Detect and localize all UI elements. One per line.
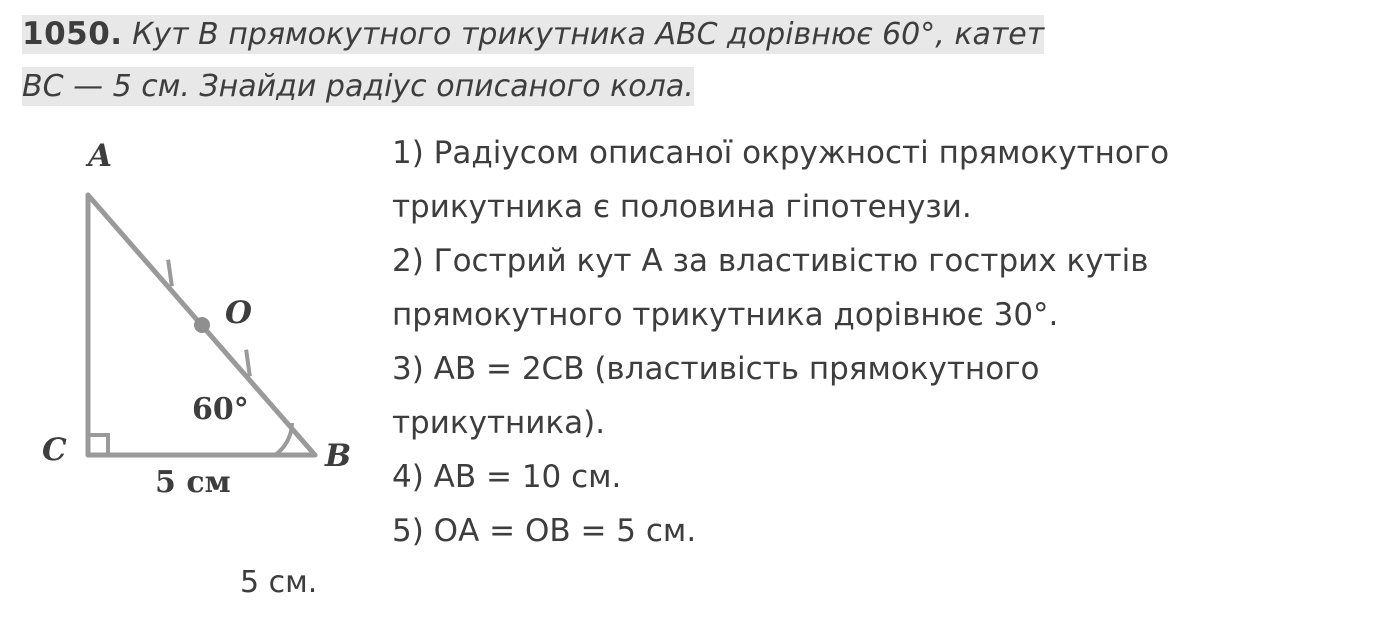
problem-statement xyxy=(22,8,1362,113)
solution-line: 4) АВ = 10 см. xyxy=(392,459,622,495)
vertex-label-c: C xyxy=(42,432,67,468)
solution-line: 5) ОА = ОВ = 5 см. xyxy=(392,513,697,549)
triangle-figure xyxy=(20,120,390,520)
point-o-dot xyxy=(194,317,210,333)
right-angle-mark xyxy=(88,435,108,455)
problem-statement-line-2 xyxy=(22,61,1362,113)
problem-statement-line-1 xyxy=(22,8,1362,61)
angle-label-60: 60° xyxy=(192,392,249,427)
problem-text-line-1: Кут В прямокутного трикутника АВС дорівнює 60°, катет xyxy=(132,17,1045,52)
solution-line: 3) АВ = 2СВ (властивість прямокутного xyxy=(392,351,1040,387)
tick-mark-ao xyxy=(157,260,184,287)
vertex-label-a: A xyxy=(88,138,113,174)
tick-mark-ob xyxy=(235,350,262,377)
problem-number: 1050. xyxy=(22,16,123,52)
side-label-5cm: 5 см xyxy=(155,465,231,500)
solution-line: трикутника є половина гіпотенузи. xyxy=(392,189,972,225)
vertex-label-b: B xyxy=(325,438,352,474)
answer-note: 5 см. xyxy=(240,565,318,600)
problem-text-line-2: ВС — 5 см. Знайди радіус описаного кола. xyxy=(22,69,694,104)
point-label-o: O xyxy=(225,295,253,331)
solution-line: 1) Радіусом описаної окружності прямокутного xyxy=(392,135,1170,171)
solution-line: прямокутного трикутника дорівнює 30°. xyxy=(392,297,1059,333)
solution-line: 2) Гострий кут А за властивістю гострих кутів xyxy=(392,243,1149,279)
solution-line: трикутника). xyxy=(392,405,606,441)
solution-steps xyxy=(392,126,1382,558)
